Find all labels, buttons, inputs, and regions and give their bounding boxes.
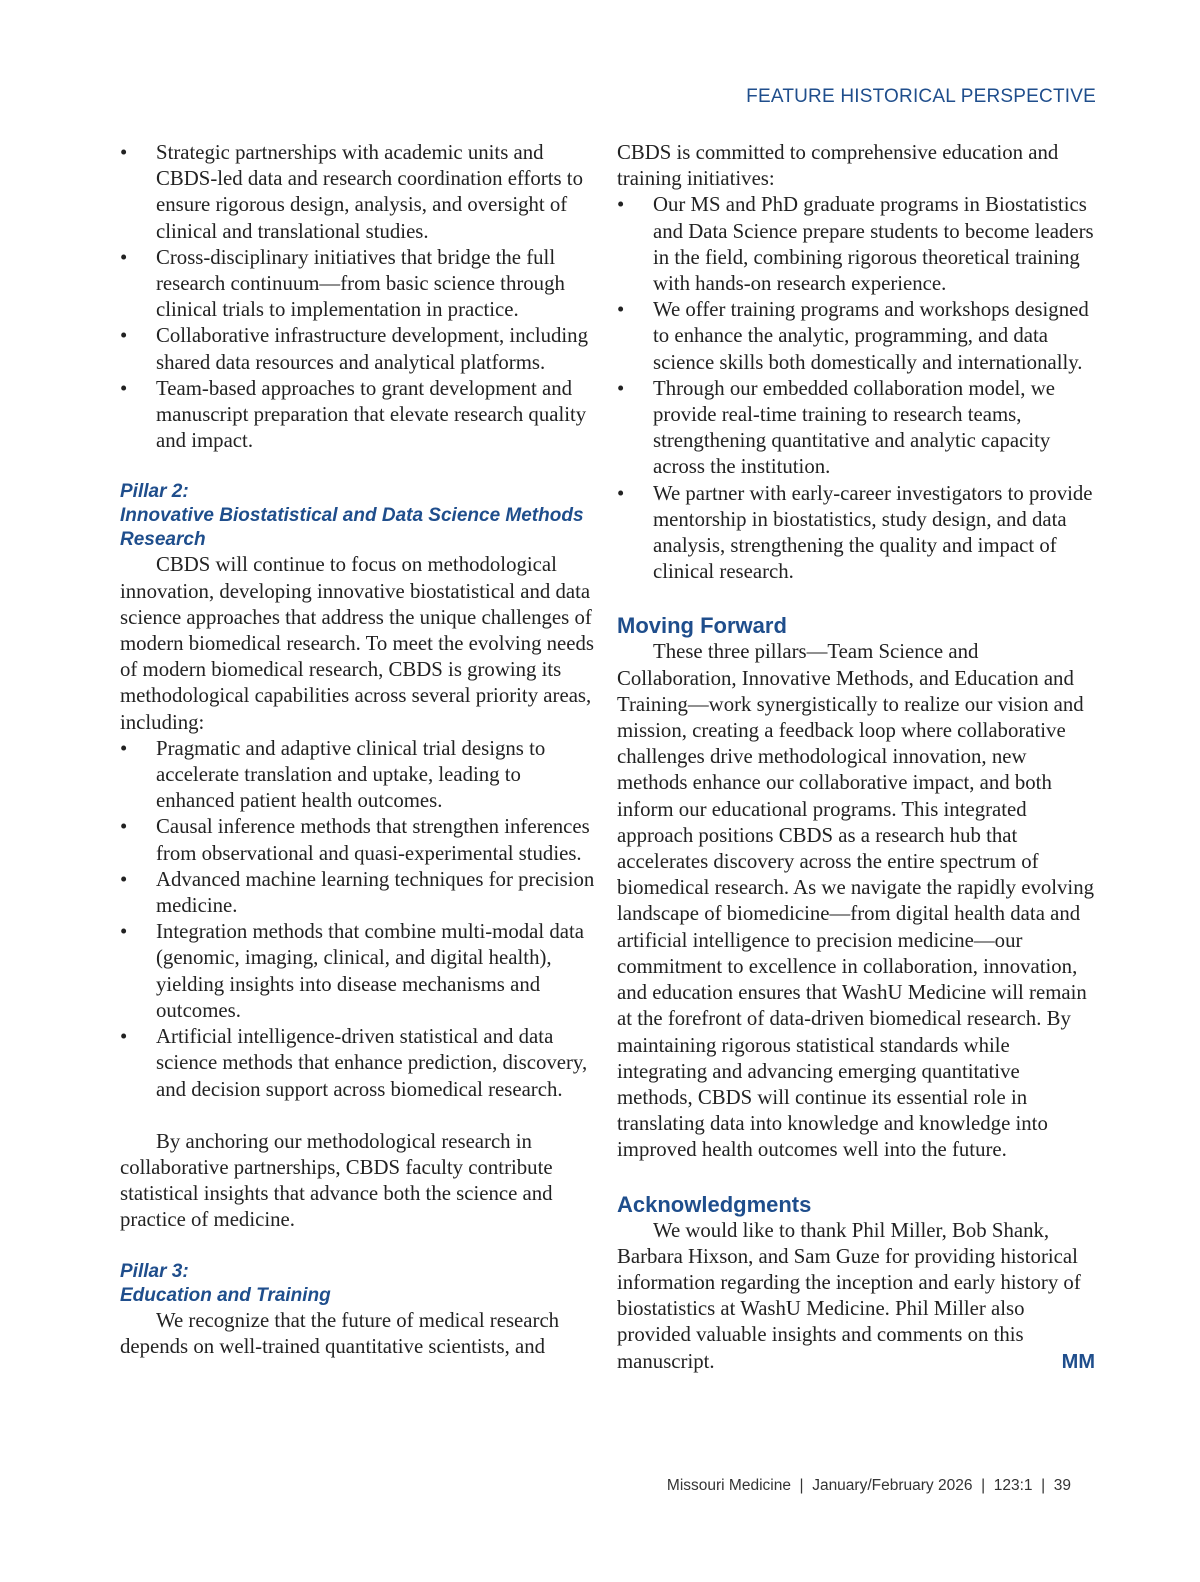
right-column bbox=[617, 140, 1095, 1375]
list-item: • We partner with early-career investigators to provide mentorship in biostatistics, study design, and data analysis, strengthening the quality and impact of clinical research. bbox=[617, 481, 1095, 586]
acknowledgments-body: We would like to thank Phil Miller, Bob Shank, Barbara Hixson, and Sam Guze for providing historical information regarding the inception and early history of biostatistics at WashU Medicine. Phil Miller also provided valuable insights and comments on this manuscript. bbox=[617, 1218, 1081, 1373]
list-item: • Integration methods that combine multi-modal data (genomic, imaging, clinical, and digital health), yielding insights into disease mechanisms and outcomes. bbox=[120, 919, 596, 1024]
spacer bbox=[617, 1164, 1095, 1190]
education-continuation: CBDS is committed to comprehensive education and training initiatives: bbox=[617, 141, 1059, 191]
list-item: • We offer training programs and workshops designed to enhance the analytic, programming, and data science skills both domestically and internationally. bbox=[617, 297, 1095, 376]
list-item: • Pragmatic and adaptive clinical trial designs to accelerate translation and uptake, leading to enhanced patient health outcomes. bbox=[120, 736, 596, 815]
pillar-2-title: Innovative Biostatistical and Data Science Methods Research bbox=[120, 505, 584, 551]
spacer bbox=[120, 1103, 596, 1129]
acknowledgments-text bbox=[617, 1218, 1095, 1375]
methods-bullet-list bbox=[120, 736, 596, 1103]
education-bullet-list bbox=[617, 192, 1095, 585]
list-item: • Artificial intelligence-driven statistical and data science methods that enhance prediction, discovery, and decision support across biomedical research. bbox=[120, 1024, 596, 1103]
page-footer: Missouri Medicine | January/February 2026 | 123:1 | 39 bbox=[666, 1477, 1071, 1494]
list-item: • Causal inference methods that strengthen inferences from observational and quasi-experimental studies. bbox=[120, 814, 596, 866]
list-item: • Advanced machine learning techniques for precision medicine. bbox=[120, 867, 596, 919]
list-item: • Through our embedded collaboration model, we provide real-time training to research teams, strengthening quantitative and analytic capacity across the institution. bbox=[617, 376, 1095, 481]
list-item: • Strategic partnerships with academic units and CBDS-led data and research coordination efforts to ensure rigorous design, analysis, and oversight of clinical and translational studies. bbox=[120, 140, 596, 245]
pillar-2-label: Pillar 2: bbox=[120, 481, 189, 503]
moving-forward-heading: Moving Forward bbox=[617, 613, 787, 639]
list-item: • Team-based approaches to grant development and manuscript preparation that elevate research quality and impact. bbox=[120, 376, 596, 455]
pillar-2-closing: By anchoring our methodological research in collaborative partnerships, CBDS faculty contribute statistical insights that advance both the science and practice of medicine. bbox=[120, 1129, 553, 1232]
left-column bbox=[120, 140, 596, 1360]
pillar-3-title: Education and Training bbox=[120, 1284, 331, 1306]
spacer bbox=[120, 1234, 596, 1260]
spacer bbox=[617, 585, 1095, 611]
acknowledgments-heading: Acknowledgments bbox=[617, 1191, 812, 1217]
end-mark: MM bbox=[1061, 1350, 1095, 1373]
list-item: • Collaborative infrastructure development, including shared data resources and analytical platforms. bbox=[120, 323, 596, 375]
list-item: • Cross-disciplinary initiatives that bridge the full research continuum—from basic science through clinical trials to implementation in practice. bbox=[120, 245, 596, 324]
running-head: FEATURE HISTORICAL PERSPECTIVE bbox=[746, 86, 1096, 107]
pillar-2-intro: CBDS will continue to focus on methodological innovation, developing innovative biostatistical and data science approaches that address the unique challenges of modern biomedical research. To meet the evolving needs of modern biomedical research, CBDS is growing its methodological capabilities across several priority areas, including: bbox=[120, 553, 595, 734]
list-item: • Our MS and PhD graduate programs in Biostatistics and Data Science prepare students to become leaders in the field, combining rigorous theoretical training with hands-on research experience. bbox=[617, 192, 1095, 297]
pillar-3-label: Pillar 3: bbox=[120, 1260, 189, 1282]
pillar-3-intro: We recognize that the future of medical research depends on well-trained quantitative scientists, and bbox=[120, 1308, 560, 1358]
moving-forward-text: These three pillars—Team Science and Collaboration, Innovative Methods, and Education and Training—work synergistically to realize our vision and mission, creating a feedback loop where collaborative challenges drive methodological innovation, new methods enhance our collaborative impact, and both inform our educational programs. This integrated approach positions CBDS as a research hub that accelerates discovery across the entire spectrum of biomedical research. As we navigate the rapidly evolving landscape of biomedicine—from digital health data and artificial intelligence to precision medicine—our commitment to excellence in collaboration, innovation, and education ensures that WashU Medicine will remain at the forefront of data-driven biomedical research. By maintaining rigorous statistical standards while integrating and advancing emerging quantitative methods, CBDS will continue its essential role in translating data into knowledge and knowledge into improved health outcomes well into the future. bbox=[617, 640, 1095, 1162]
team-science-bullet-list bbox=[120, 140, 596, 454]
spacer bbox=[120, 454, 596, 480]
